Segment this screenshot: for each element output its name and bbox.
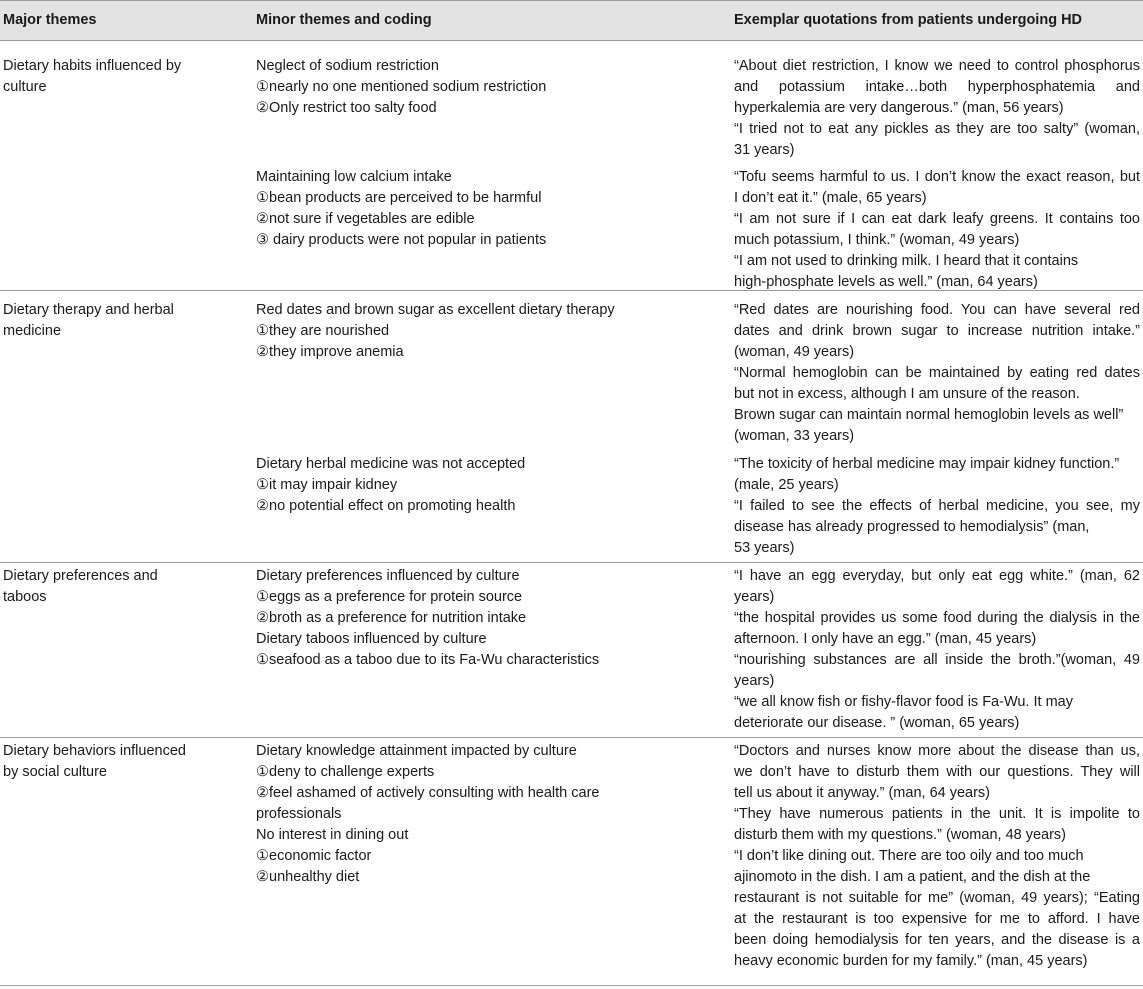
minor-theme-line: ③ dairy products were not popular in patients: [256, 232, 547, 248]
minor-theme-line: Neglect of sodium restriction: [256, 58, 439, 74]
quotation-line: (woman, 33 years): [734, 428, 855, 444]
quotation-line: years): [734, 589, 775, 605]
quotation-line: “I don’t like dining out. There are too oily and too much: [734, 848, 1084, 864]
quotation-line: restaurant is not suitable for me” (woman, 49 years); “Eating: [734, 890, 1140, 906]
quotation-line: “Tofu seems harmful to us. I don’t know the exact reason, but: [734, 169, 1140, 185]
quotation-line: “Doctors and nurses know more about the disease than us,: [734, 743, 1140, 759]
minor-theme-line: ①deny to challenge experts: [256, 764, 435, 780]
minor-theme-line: ①seafood as a taboo due to its Fa-Wu characteristics: [256, 652, 600, 668]
minor-theme-line: ①they are nourished: [256, 323, 390, 339]
quotation-line: at the restaurant is too expensive for me to afford. I have: [734, 911, 1140, 927]
quotation-line: heavy economic burden for my family.” (man, 45 years): [734, 953, 1088, 969]
quotation-line: much potassium, I think.” (woman, 49 years): [734, 232, 1020, 248]
minor-theme-line: ②they improve anemia: [256, 344, 404, 360]
header-quotations: Exemplar quotations from patients undergoing HD: [734, 12, 1083, 28]
quotation-line: 53 years): [734, 540, 795, 556]
major-theme-line: Dietary therapy and herbal: [3, 302, 174, 318]
quotation-line: “I failed to see the effects of herbal medicine, you see, my: [734, 498, 1140, 514]
quotation-cell: [734, 741, 1140, 972]
minor-theme-line: professionals: [256, 806, 342, 822]
major-theme-line: culture: [3, 79, 47, 95]
minor-theme-cell: [256, 167, 546, 251]
quotation-line: hyperkalemia are very dangerous.” (man, 56 years): [734, 100, 1064, 116]
row-rule: [0, 562, 1143, 563]
quotation-line: “the hospital provides us some food during the dialysis in the: [734, 610, 1140, 626]
quotation-line: I don’t eat it.” (male, 65 years): [734, 190, 927, 206]
minor-theme-line: Dietary herbal medicine was not accepted: [256, 456, 526, 472]
quotation-line: we don’t have to disturb them with our questions. They will: [734, 764, 1140, 780]
major-theme-line: medicine: [3, 323, 62, 339]
quotation-cell: [734, 566, 1140, 734]
quotation-line: disturb them with my questions.” (woman, 48 years): [734, 827, 1067, 843]
quotation-line: “I am not sure if I can eat dark leafy greens. It contains too: [734, 211, 1140, 227]
quotation-cell: [734, 167, 1140, 293]
quotation-line: but not in excess, although I am unsure of the reason.: [734, 386, 1080, 402]
row-rule: [0, 737, 1143, 738]
top-rule: [0, 0, 1143, 1]
minor-theme-cell: [256, 566, 599, 671]
quotation-line: “The toxicity of herbal medicine may impair kidney function.”: [734, 456, 1120, 472]
minor-theme-cell: [256, 56, 546, 119]
quotation-line: “we all know fish or fishy-flavor food is Fa-Wu. It may: [734, 694, 1073, 710]
quotation-cell: [734, 300, 1140, 447]
quotation-line: and potassium intake…both hyperphosphatemia and: [734, 79, 1140, 95]
major-theme-cell: [3, 566, 158, 608]
major-theme-cell: [3, 56, 181, 98]
minor-theme-line: ①it may impair kidney: [256, 477, 398, 493]
major-theme-line: taboos: [3, 589, 47, 605]
minor-theme-line: Dietary preferences influenced by culture: [256, 568, 520, 584]
minor-theme-line: ②feel ashamed of actively consulting with health care: [256, 785, 600, 801]
minor-theme-cell: [256, 741, 599, 888]
quotation-line: “About diet restriction, I know we need to control phosphorus: [734, 58, 1140, 74]
quotation-line: “I have an egg everyday, but only eat egg white.” (man, 62: [734, 568, 1140, 584]
quotation-line: “Red dates are nourishing food. You can have several red: [734, 302, 1140, 318]
quotation-line: “I am not used to drinking milk. I heard that it contains: [734, 253, 1079, 269]
major-theme-line: Dietary behaviors influenced: [3, 743, 186, 759]
quotation-line: “nourishing substances are all inside the broth.”(woman, 49: [734, 652, 1140, 668]
quotation-line: (woman, 49 years): [734, 344, 855, 360]
minor-theme-line: No interest in dining out: [256, 827, 409, 843]
minor-theme-line: ②no potential effect on promoting health: [256, 498, 516, 514]
major-theme-line: Dietary habits influenced by: [3, 58, 182, 74]
quotation-line: 31 years): [734, 142, 795, 158]
quotation-cell: [734, 56, 1140, 161]
minor-theme-cell: [256, 454, 525, 517]
quotation-line: “I tried not to eat any pickles as they are too salty” (woman,: [734, 121, 1140, 137]
major-theme-cell: [3, 300, 174, 342]
quotation-line: afternoon. I only have an egg.” (man, 45 years): [734, 631, 1037, 647]
quotation-line: “Normal hemoglobin can be maintained by eating red dates: [734, 365, 1140, 381]
quotation-line: years): [734, 673, 775, 689]
minor-theme-line: ①nearly no one mentioned sodium restriction: [256, 79, 547, 95]
quotation-line: tell us about it anyway.” (man, 64 years): [734, 785, 991, 801]
minor-theme-line: ②not sure if vegetables are edible: [256, 211, 475, 227]
minor-theme-line: ②unhealthy diet: [256, 869, 360, 885]
major-theme-line: by social culture: [3, 764, 107, 780]
quotation-line: Brown sugar can maintain normal hemoglobin levels as well”: [734, 407, 1124, 423]
major-theme-cell: [3, 741, 186, 783]
minor-theme-line: Dietary taboos influenced by culture: [256, 631, 487, 647]
quotation-line: high-phosphate levels as well.” (man, 64 years): [734, 274, 1038, 290]
bottom-rule: [0, 985, 1143, 986]
quotation-line: dates and drink brown sugar to increase nutrition intake.”: [734, 323, 1140, 339]
row-rule: [0, 290, 1143, 291]
quotation-line: ajinomoto in the dish. I am a patient, and the dish at the: [734, 869, 1091, 885]
minor-theme-line: ①economic factor: [256, 848, 372, 864]
minor-theme-line: Dietary knowledge attainment impacted by culture: [256, 743, 577, 759]
minor-theme-line: ②Only restrict too salty food: [256, 100, 437, 116]
quotation-line: disease has already progressed to hemodialysis” (man,: [734, 519, 1090, 535]
quotation-cell: [734, 454, 1140, 559]
header-major-themes: Major themes: [3, 12, 97, 28]
header-minor-themes: Minor themes and coding: [256, 12, 432, 28]
minor-theme-line: Maintaining low calcium intake: [256, 169, 452, 185]
minor-theme-line: ②broth as a preference for nutrition intake: [256, 610, 527, 626]
major-theme-line: Dietary preferences and: [3, 568, 158, 584]
minor-theme-line: Red dates and brown sugar as excellent dietary therapy: [256, 302, 615, 318]
minor-theme-cell: [256, 300, 615, 363]
header-rule: [0, 40, 1143, 41]
quotation-line: deteriorate our disease. ” (woman, 65 years): [734, 715, 1020, 731]
quotation-line: (male, 25 years): [734, 477, 839, 493]
quotation-line: “They have numerous patients in the unit. It is impolite to: [734, 806, 1140, 822]
minor-theme-line: ①bean products are perceived to be harmful: [256, 190, 542, 206]
minor-theme-line: ①eggs as a preference for protein source: [256, 589, 523, 605]
quotation-line: been doing hemodialysis for ten years, and the disease is a: [734, 932, 1140, 948]
